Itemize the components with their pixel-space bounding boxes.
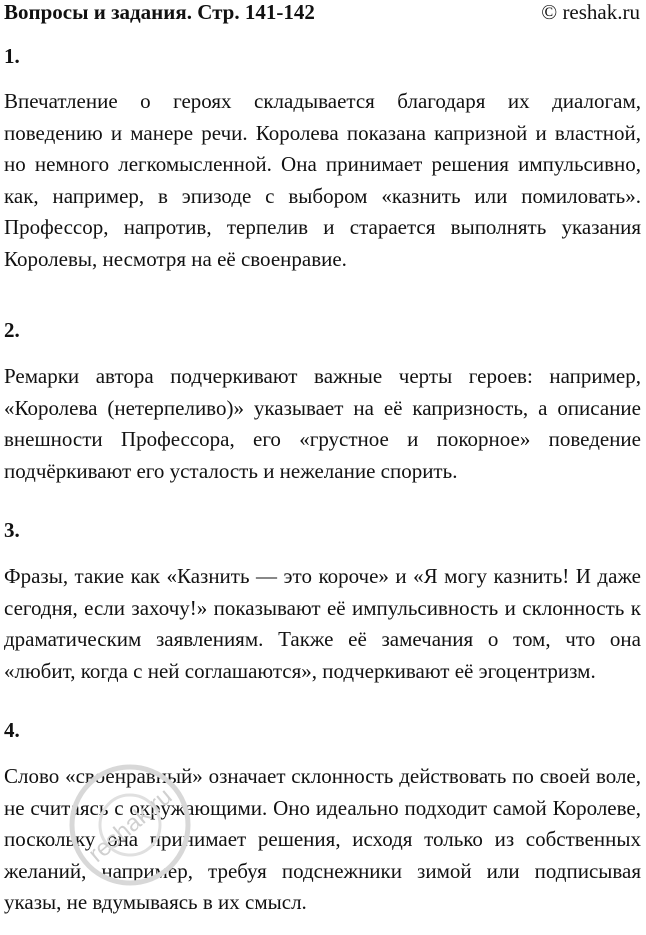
page-header (4, 0, 640, 26)
answer-text-2: Ремарки автора подчеркивают важные черты героев: например, «Королева (нетерпеливо)» указывает на её капризность, а описание внешности Профессора, его «грустное и покорное» поведение подчёркивают его усталость и нежелание спорить. (4, 364, 641, 483)
answer-text-4: Слово «своенравный» означает склонность действовать по своей воле, не считаясь с окружающими. Оно идеально подходит самой Королеве, поскольку она принимает решения, исходя только из собственных желаний, например, требуя подснежники зимой или подписывая указы, не вдумываясь в их смысл. (4, 764, 641, 915)
question-number-2: 2. (4, 318, 20, 342)
site-credit: © reshak.ru (541, 0, 640, 24)
question-number-4: 4. (4, 718, 20, 742)
question-number-1: 1. (4, 44, 20, 68)
question-number-3: 3. (4, 518, 20, 542)
answer-text-1: Впечатление о героях складывается благодаря их диалогам, поведению и манере речи. Королева показана капризной и властной, но немного легкомысленной. Она принимает решения импульсивно, как, например, в эпизоде с выбором «казнить или помиловать». Профессор, напротив, терпелив и старается выполнять указания Королевы, несмотря на её своенравие. (4, 89, 641, 271)
watermark-text: reshak.ru (83, 782, 178, 868)
answer-text-3: Фразы, такие как «Казнить — это короче» и «Я могу казнить! И даже сегодня, если захочу!» показывают её импульсивность и склонность к драматическим заявлениям. Также её замечания о том, что она «любит, когда с ней соглашаются», подчеркивают её эгоцентризм. (4, 564, 641, 683)
page-title: Вопросы и задания. Стр. 141-142 (4, 0, 315, 24)
